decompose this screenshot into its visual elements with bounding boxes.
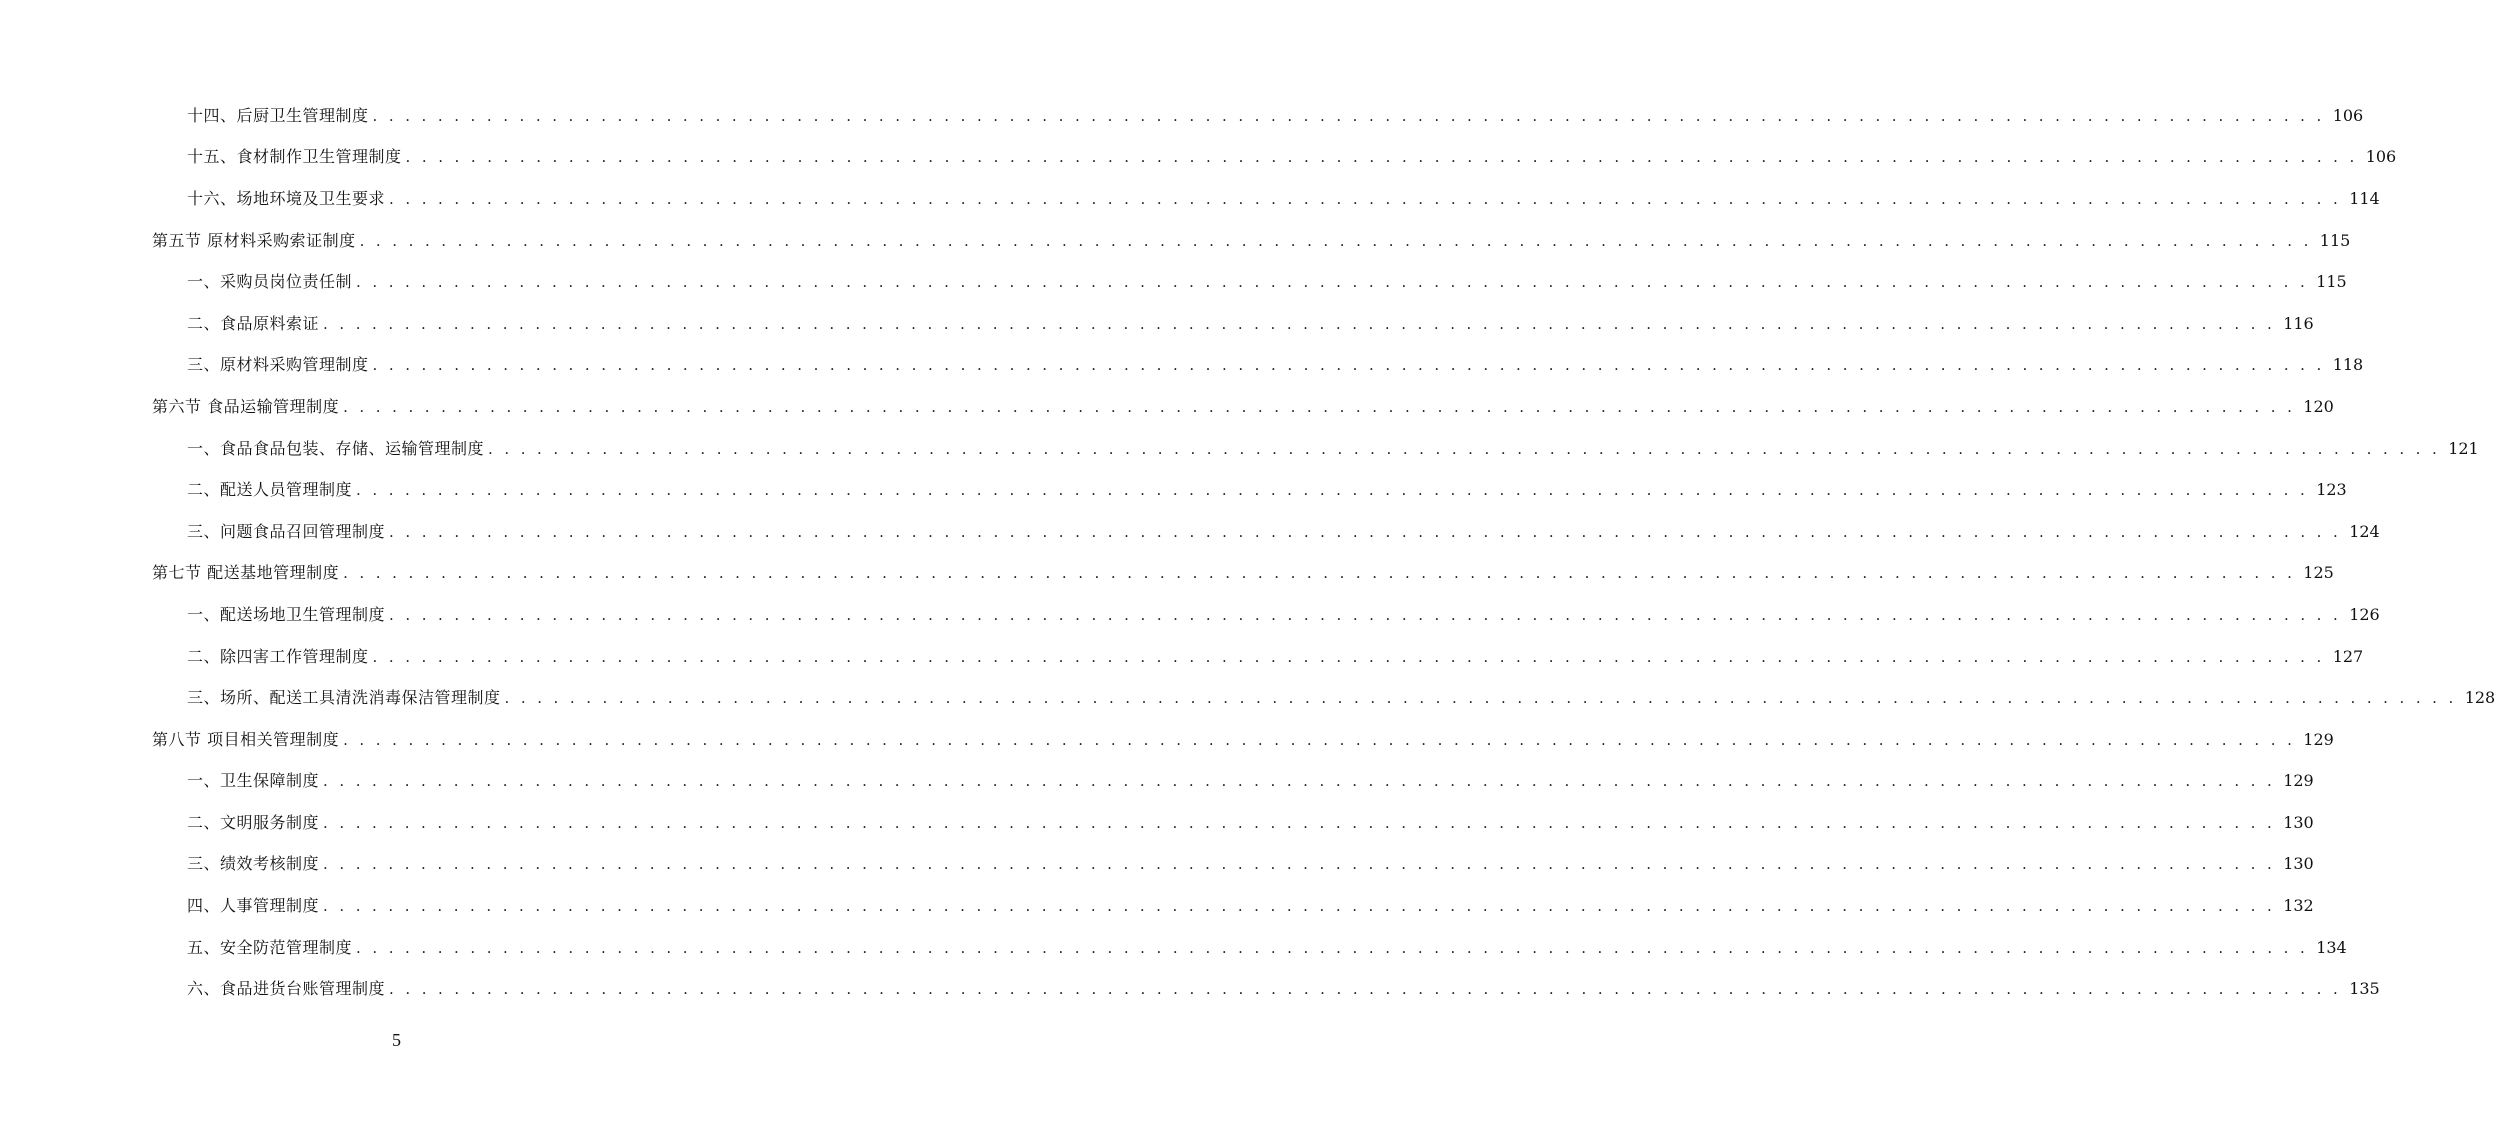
toc-entry-page: 116	[2283, 313, 2314, 333]
toc-entry-page: 125	[2303, 563, 2334, 583]
toc-section-entry[interactable]	[0, 553, 2334, 595]
toc-dot-leader: . . . . . . . . . . . . . . . . . . . . . . . . . . . . . . . . . . . . . . . . . . . . . . . . . . . . . . . . . . . . . . . . . . . . . . . . . . . . . . . . . . . . . . . . . . . . . . . . . . . . . . . . . . . . . . . . . . . . . . . .	[389, 980, 2342, 999]
toc-subsection-entry[interactable]	[0, 885, 2314, 927]
toc-entry-title: 十六、场地环境及卫生要求	[187, 188, 386, 208]
toc-entry-title: 三、原材料采购管理制度	[187, 355, 369, 375]
toc-subsection-entry[interactable]	[0, 137, 2397, 179]
toc-dot-leader: . . . . . . . . . . . . . . . . . . . . . . . . . . . . . . . . . . . . . . . . . . . . . . . . . . . . . . . . . . . . . . . . . . . . . . . . . . . . . . . . . . . . . . . . . . . . . . . . . . . . . . . . . . . . . . . . . . . . . . . .	[323, 813, 2276, 832]
toc-dot-leader: . . . . . . . . . . . . . . . . . . . . . . . . . . . . . . . . . . . . . . . . . . . . . . . . . . . . . . . . . . . . . . . . . . . . . . . . . . . . . . . . . . . . . . . . . . . . . . . . . . . . . . . . . . . . . . . . . . . . . . . .	[389, 605, 2342, 624]
toc-dot-leader: . . . . . . . . . . . . . . . . . . . . . . . . . . . . . . . . . . . . . . . . . . . . . . . . . . . . . . . . . . . . . . . . . . . . . . . . . . . . . . . . . . . . . . . . . . . . . . . . . . . . . . . . . . . . . . . . . . . . . . . .	[323, 314, 2276, 333]
toc-entry-page: 115	[2319, 230, 2351, 250]
toc-dot-leader: . . . . . . . . . . . . . . . . . . . . . . . . . . . . . . . . . . . . . . . . . . . . . . . . . . . . . . . . . . . . . . . . . . . . . . . . . . . . . . . . . . . . . . . . . . . . . . . . . . . . . . . . . . . . . . . . . . . . . . . .	[323, 897, 2276, 916]
toc-entry-title: 三、问题食品召回管理制度	[187, 521, 386, 541]
toc-subsection-entry[interactable]	[0, 968, 2380, 1010]
toc-subsection-entry[interactable]	[0, 844, 2314, 886]
toc-entry-title: 十四、后厨卫生管理制度	[187, 105, 369, 125]
toc-entry-page: 118	[2332, 355, 2364, 375]
toc-entry-title: 一、采购员岗位责任制	[187, 272, 353, 292]
toc-entry-title: 第六节 食品运输管理制度	[152, 396, 340, 416]
page-number: 5	[392, 1030, 401, 1050]
toc-subsection-entry[interactable]	[0, 511, 2380, 553]
toc-entry-title: 二、配送人员管理制度	[187, 480, 353, 500]
toc-dot-leader: . . . . . . . . . . . . . . . . . . . . . . . . . . . . . . . . . . . . . . . . . . . . . . . . . . . . . . . . . . . . . . . . . . . . . . . . . . . . . . . . . . . . . . . . . . . . . . . . . . . . . . . . . . . . . . . . . . . . . . . .	[405, 148, 2358, 167]
toc-entry-title: 三、场所、配送工具清洗消毒保洁管理制度	[187, 688, 501, 708]
toc-dot-leader: . . . . . . . . . . . . . . . . . . . . . . . . . . . . . . . . . . . . . . . . . . . . . . . . . . . . . . . . . . . . . . . . . . . . . . . . . . . . . . . . . . . . . . . . . . . . . . . . . . . . . . . . . . . . . . . . . . . . . . . .	[359, 231, 2312, 250]
toc-subsection-entry[interactable]	[0, 594, 2380, 636]
toc-dot-leader: . . . . . . . . . . . . . . . . . . . . . . . . . . . . . . . . . . . . . . . . . . . . . . . . . . . . . . . . . . . . . . . . . . . . . . . . . . . . . . . . . . . . . . . . . . . . . . . . . . . . . . . . . . . . . . . . . . . . . . . .	[343, 564, 2296, 583]
toc-entry-page: 130	[2283, 812, 2314, 832]
toc-subsection-entry[interactable]	[0, 761, 2314, 803]
toc-subsection-entry[interactable]	[0, 802, 2314, 844]
toc-entry-page: 132	[2283, 896, 2314, 916]
toc-dot-leader: . . . . . . . . . . . . . . . . . . . . . . . . . . . . . . . . . . . . . . . . . . . . . . . . . . . . . . . . . . . . . . . . . . . . . . . . . . . . . . . . . . . . . . . . . . . . . . . . . . . . . . . . . . . . . . . . . . . . . . . .	[372, 647, 2325, 666]
toc-entry-title: 五、安全防范管理制度	[187, 937, 353, 957]
toc-entry-title: 一、卫生保障制度	[187, 771, 320, 791]
toc-dot-leader: . . . . . . . . . . . . . . . . . . . . . . . . . . . . . . . . . . . . . . . . . . . . . . . . . . . . . . . . . . . . . . . . . . . . . . . . . . . . . . . . . . . . . . . . . . . . . . . . . . . . . . . . . . . . . . . . . . . . . . . .	[356, 273, 2309, 292]
toc-entry-page: 115	[2316, 272, 2347, 292]
toc-subsection-entry[interactable]	[0, 303, 2314, 345]
toc-entry-page: 135	[2349, 979, 2380, 999]
toc-entry-title: 三、绩效考核制度	[187, 854, 320, 874]
toc-subsection-entry[interactable]	[0, 636, 2364, 678]
toc-entry-page: 129	[2283, 771, 2314, 791]
toc-section-entry[interactable]	[0, 220, 2351, 262]
toc-entry-page: 134	[2316, 937, 2347, 957]
toc-entry-page: 127	[2332, 646, 2364, 666]
toc-dot-leader: . . . . . . . . . . . . . . . . . . . . . . . . . . . . . . . . . . . . . . . . . . . . . . . . . . . . . . . . . . . . . . . . . . . . . . . . . . . . . . . . . . . . . . . . . . . . . . . . . . . . . . . . . . . . . . . . . . . . . . . .	[504, 689, 2457, 708]
toc-dot-leader: . . . . . . . . . . . . . . . . . . . . . . . . . . . . . . . . . . . . . . . . . . . . . . . . . . . . . . . . . . . . . . . . . . . . . . . . . . . . . . . . . . . . . . . . . . . . . . . . . . . . . . . . . . . . . . . . . . . . . . . .	[389, 189, 2342, 208]
toc-dot-leader: . . . . . . . . . . . . . . . . . . . . . . . . . . . . . . . . . . . . . . . . . . . . . . . . . . . . . . . . . . . . . . . . . . . . . . . . . . . . . . . . . . . . . . . . . . . . . . . . . . . . . . . . . . . . . . . . . . . . . . . .	[343, 397, 2296, 416]
toc-dot-leader: . . . . . . . . . . . . . . . . . . . . . . . . . . . . . . . . . . . . . . . . . . . . . . . . . . . . . . . . . . . . . . . . . . . . . . . . . . . . . . . . . . . . . . . . . . . . . . . . . . . . . . . . . . . . . . . . . . . . . . . .	[372, 106, 2325, 125]
toc-entry-title: 二、食品原料索证	[187, 313, 320, 333]
toc-entry-page: 129	[2303, 729, 2334, 749]
toc-entry-page: 130	[2283, 854, 2314, 874]
toc-dot-leader: . . . . . . . . . . . . . . . . . . . . . . . . . . . . . . . . . . . . . . . . . . . . . . . . . . . . . . . . . . . . . . . . . . . . . . . . . . . . . . . . . . . . . . . . . . . . . . . . . . . . . . . . . . . . . . . . . . . . . . . .	[356, 481, 2309, 500]
toc-entry-page: 114	[2349, 188, 2380, 208]
toc-subsection-entry[interactable]	[0, 469, 2347, 511]
toc-entry-page: 106	[2365, 147, 2397, 167]
toc-subsection-entry[interactable]	[0, 95, 2364, 137]
toc-entry-page: 128	[2464, 688, 2496, 708]
toc-section-entry[interactable]	[0, 386, 2334, 428]
toc-subsection-entry[interactable]	[0, 178, 2380, 220]
toc-entry-title: 十五、食材制作卫生管理制度	[187, 147, 402, 167]
toc-entry-page: 123	[2316, 480, 2347, 500]
toc-dot-leader: . . . . . . . . . . . . . . . . . . . . . . . . . . . . . . . . . . . . . . . . . . . . . . . . . . . . . . . . . . . . . . . . . . . . . . . . . . . . . . . . . . . . . . . . . . . . . . . . . . . . . . . . . . . . . . . . . . . . . . . .	[323, 855, 2276, 874]
toc-entry-page: 106	[2332, 105, 2364, 125]
toc-entry-page: 120	[2303, 396, 2334, 416]
toc-entry-title: 一、配送场地卫生管理制度	[187, 604, 386, 624]
toc-entry-page: 121	[2448, 438, 2479, 458]
toc-entry-title: 二、除四害工作管理制度	[187, 646, 369, 666]
toc-dot-leader: . . . . . . . . . . . . . . . . . . . . . . . . . . . . . . . . . . . . . . . . . . . . . . . . . . . . . . . . . . . . . . . . . . . . . . . . . . . . . . . . . . . . . . . . . . . . . . . . . . . . . . . . . . . . . . . . . . . . . . . .	[488, 439, 2441, 458]
toc-entry-title: 六、食品进货台账管理制度	[187, 979, 386, 999]
toc-subsection-entry[interactable]	[0, 261, 2347, 303]
toc-dot-leader: . . . . . . . . . . . . . . . . . . . . . . . . . . . . . . . . . . . . . . . . . . . . . . . . . . . . . . . . . . . . . . . . . . . . . . . . . . . . . . . . . . . . . . . . . . . . . . . . . . . . . . . . . . . . . . . . . . . . . . . .	[323, 772, 2276, 791]
toc-entry-title: 第八节 项目相关管理制度	[152, 729, 340, 749]
table-of-contents	[0, 95, 2496, 1010]
toc-entry-page: 124	[2349, 521, 2380, 541]
toc-entry-title: 一、食品食品包装、存储、运输管理制度	[187, 438, 485, 458]
toc-subsection-entry[interactable]	[0, 428, 2479, 470]
toc-subsection-entry[interactable]	[0, 345, 2364, 387]
toc-entry-title: 第七节 配送基地管理制度	[152, 563, 340, 583]
toc-entry-title: 二、文明服务制度	[187, 812, 320, 832]
toc-entry-page: 126	[2349, 604, 2380, 624]
toc-dot-leader: . . . . . . . . . . . . . . . . . . . . . . . . . . . . . . . . . . . . . . . . . . . . . . . . . . . . . . . . . . . . . . . . . . . . . . . . . . . . . . . . . . . . . . . . . . . . . . . . . . . . . . . . . . . . . . . . . . . . . . . .	[343, 730, 2296, 749]
toc-entry-title: 四、人事管理制度	[187, 896, 320, 916]
toc-entry-title: 第五节 原材料采购索证制度	[152, 230, 356, 250]
toc-subsection-entry[interactable]	[0, 677, 2496, 719]
toc-dot-leader: . . . . . . . . . . . . . . . . . . . . . . . . . . . . . . . . . . . . . . . . . . . . . . . . . . . . . . . . . . . . . . . . . . . . . . . . . . . . . . . . . . . . . . . . . . . . . . . . . . . . . . . . . . . . . . . . . . . . . . . .	[356, 938, 2309, 957]
toc-dot-leader: . . . . . . . . . . . . . . . . . . . . . . . . . . . . . . . . . . . . . . . . . . . . . . . . . . . . . . . . . . . . . . . . . . . . . . . . . . . . . . . . . . . . . . . . . . . . . . . . . . . . . . . . . . . . . . . . . . . . . . . .	[372, 356, 2325, 375]
toc-subsection-entry[interactable]	[0, 927, 2347, 969]
toc-section-entry[interactable]	[0, 719, 2334, 761]
toc-dot-leader: . . . . . . . . . . . . . . . . . . . . . . . . . . . . . . . . . . . . . . . . . . . . . . . . . . . . . . . . . . . . . . . . . . . . . . . . . . . . . . . . . . . . . . . . . . . . . . . . . . . . . . . . . . . . . . . . . . . . . . . .	[389, 522, 2342, 541]
